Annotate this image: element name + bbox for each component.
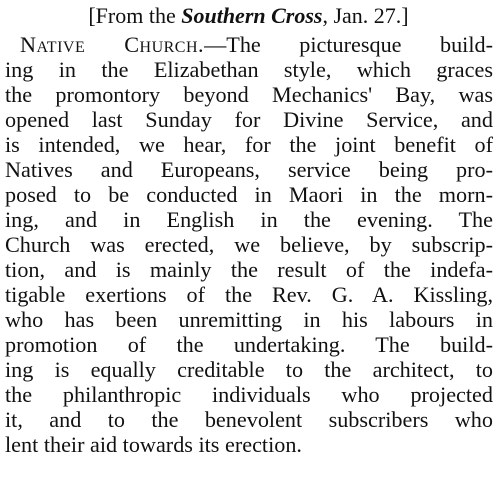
article-line: Natives and Europeans, service being pro- [5,157,493,182]
article-line: tion, and is mainly the result of the indefa- [5,257,493,282]
article-line: ing is equally creditable to the architect, to [5,357,493,382]
article-line: ing in the Elizabethan style, which graces [5,57,493,82]
article-line: is intended, we hear, for the joint benefit of [5,132,493,157]
article-line-1-text: —The picturesque build- [204,32,493,57]
article-line-1 [20,33,493,57]
article-line-final: lent their aid towards its erection. [5,432,302,457]
article-line: it, and to the benevolent subscribers who [5,407,493,432]
article-line: tigable exertions of the Rev. G. A. Kissling, [5,282,493,307]
article-line: Church was erected, we believe, by subscrip- [5,232,493,257]
article-line: the philanthropic individuals who projected [5,382,493,407]
article-line: posed to be conducted in Maori in the morn- [5,182,493,207]
heading-prefix: [From the [88,3,182,28]
newspaper-name: Southern Cross [181,3,323,28]
article-line: the promontory beyond Mechanics' Bay, was [5,82,493,107]
article-lead-caps: Native Church. [20,32,205,57]
article-line: promotion of the undertaking. The build- [5,332,493,357]
article-line: opened last Sunday for Divine Service, and [5,107,493,132]
article-line: ing, and in English in the evening. The [5,207,493,232]
heading-date: , Jan. 27.] [322,3,409,28]
source-heading [0,3,497,29]
article-line: who has been unremitting in his labours in [5,307,493,332]
